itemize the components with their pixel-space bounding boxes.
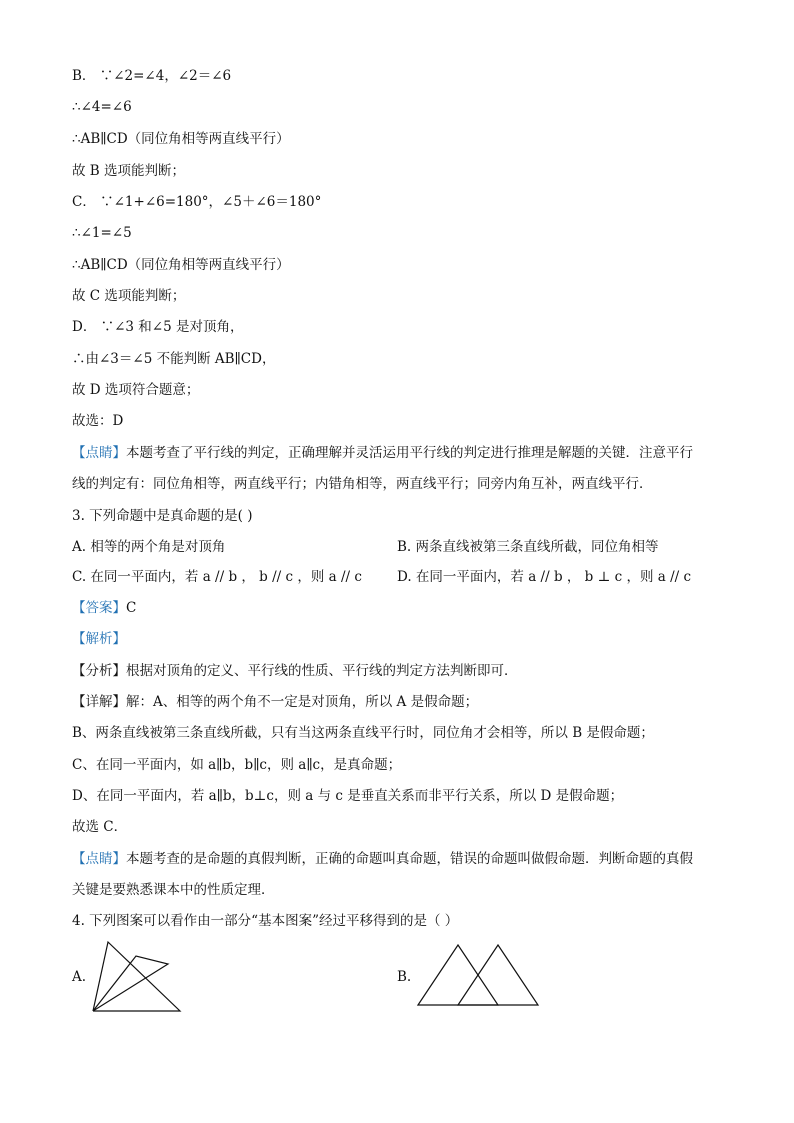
analysis-d: D、在同一平面内，若 a∥b，b⊥c，则 a 与 c 是垂直关系而非平行关系，所以 D 是假命题； (72, 788, 624, 804)
option-b-figure (414, 942, 542, 1008)
solution-line-c-conclusion1: ∴∠1=∠5 (72, 225, 132, 241)
option-b-triangle-right (458, 945, 538, 1005)
question-4-stem: 4. 下列图案可以看作由一部分“基本图案”经过平移得到的是（ ） (72, 913, 459, 929)
answer-tag: 【答案】 (72, 600, 126, 616)
solution-line-d-conclusion: ∴由∠3＝∠5 不能判断 AB∥CD， (72, 351, 276, 367)
option-b-triangle-left (418, 945, 498, 1005)
comment2-line-1 (72, 850, 693, 868)
option-a-figure (88, 938, 188, 1016)
comment-line-2: 线的判定有：同位角相等，两直线平行；内错角相等，两直线平行；同旁内角互补，两直线平行． (72, 476, 653, 492)
comment2-tag: 【点睛】 (72, 851, 126, 867)
analysis-b: B、两条直线被第三条直线所截，只有当这两条直线平行时，同位角才会相等，所以 B 是假命题； (72, 725, 654, 741)
solution-line-c-result: 故 C 选项能判断； (72, 288, 186, 304)
answer-value: C (126, 600, 137, 616)
solution-line-b-conclusion2: ∴AB∥CD（同位角相等两直线平行） (72, 131, 290, 147)
solution-line-d: D． ∵∠3 和∠5 是对顶角， (72, 319, 244, 335)
comment-tag: 【点睛】 (72, 445, 126, 461)
question-4-option-b-label: B. (397, 969, 412, 985)
comment2-line-2: 关键是要熟悉课本中的性质定理． (72, 882, 275, 898)
question-3-option-b: B. 两条直线被第三条直线所截，同位角相等 (397, 539, 659, 555)
solution-line-b: B． ∵∠2=∠4，∠2＝∠6 (72, 68, 232, 84)
xiangjie-text: 解：A、相等的两个角不一定是对顶角，所以 A 是假命题； (126, 694, 479, 710)
option-a-triangle-1 (93, 942, 180, 1011)
solution-line-b-result: 故 B 选项能判断； (72, 163, 186, 179)
solution-line-b-conclusion1: ∴∠4=∠6 (72, 99, 132, 115)
fenxi-text: 根据对顶角的定义、平行线的性质、平行线的判定方法判断即可． (126, 663, 518, 679)
analysis-fenxi (72, 662, 518, 680)
fenxi-tag: 【分析】 (72, 663, 126, 679)
analysis-heading (72, 630, 126, 648)
answer-line (72, 599, 136, 617)
solution-line-c: C． ∵∠1+∠6=180°，∠5＋∠6＝180° (72, 194, 322, 210)
question-3-option-c: C. 在同一平面内，若 a // b ， b // c ，则 a // c (72, 569, 362, 585)
analysis-c: C、在同一平面内，如 a∥b，b∥c，则 a∥c，是真命题； (72, 757, 402, 773)
question-3-option-d: D. 在同一平面内，若 a // b ， b ⊥ c ，则 a // c (397, 569, 692, 585)
comment2-text-1: 本题考查的是命题的真假判断，正确的命题叫真命题，错误的命题叫做假命题．判断命题的真假 (126, 851, 693, 867)
comment-line-1 (72, 444, 693, 462)
solution-line-d-result: 故 D 选项符合题意； (72, 382, 200, 398)
comment-text-1: 本题考查了平行线的判定，正确理解并灵活运用平行线的判定进行推理是解题的关键．注意平行 (126, 445, 693, 461)
analysis-tag: 【解析】 (72, 631, 126, 647)
question-4-option-a-label: A. (72, 969, 87, 985)
question-3-stem: 3. 下列命题中是真命题的是( ) (72, 508, 253, 524)
analysis-xiangjie (72, 693, 478, 711)
solution-choice: 故选：D (72, 413, 124, 429)
analysis-choice: 故选 C． (72, 819, 128, 835)
solution-line-c-conclusion2: ∴AB∥CD（同位角相等两直线平行） (72, 257, 290, 273)
question-3-option-a: A. 相等的两个角是对顶角 (72, 539, 226, 555)
xiangjie-tag: 【详解】 (72, 694, 126, 710)
